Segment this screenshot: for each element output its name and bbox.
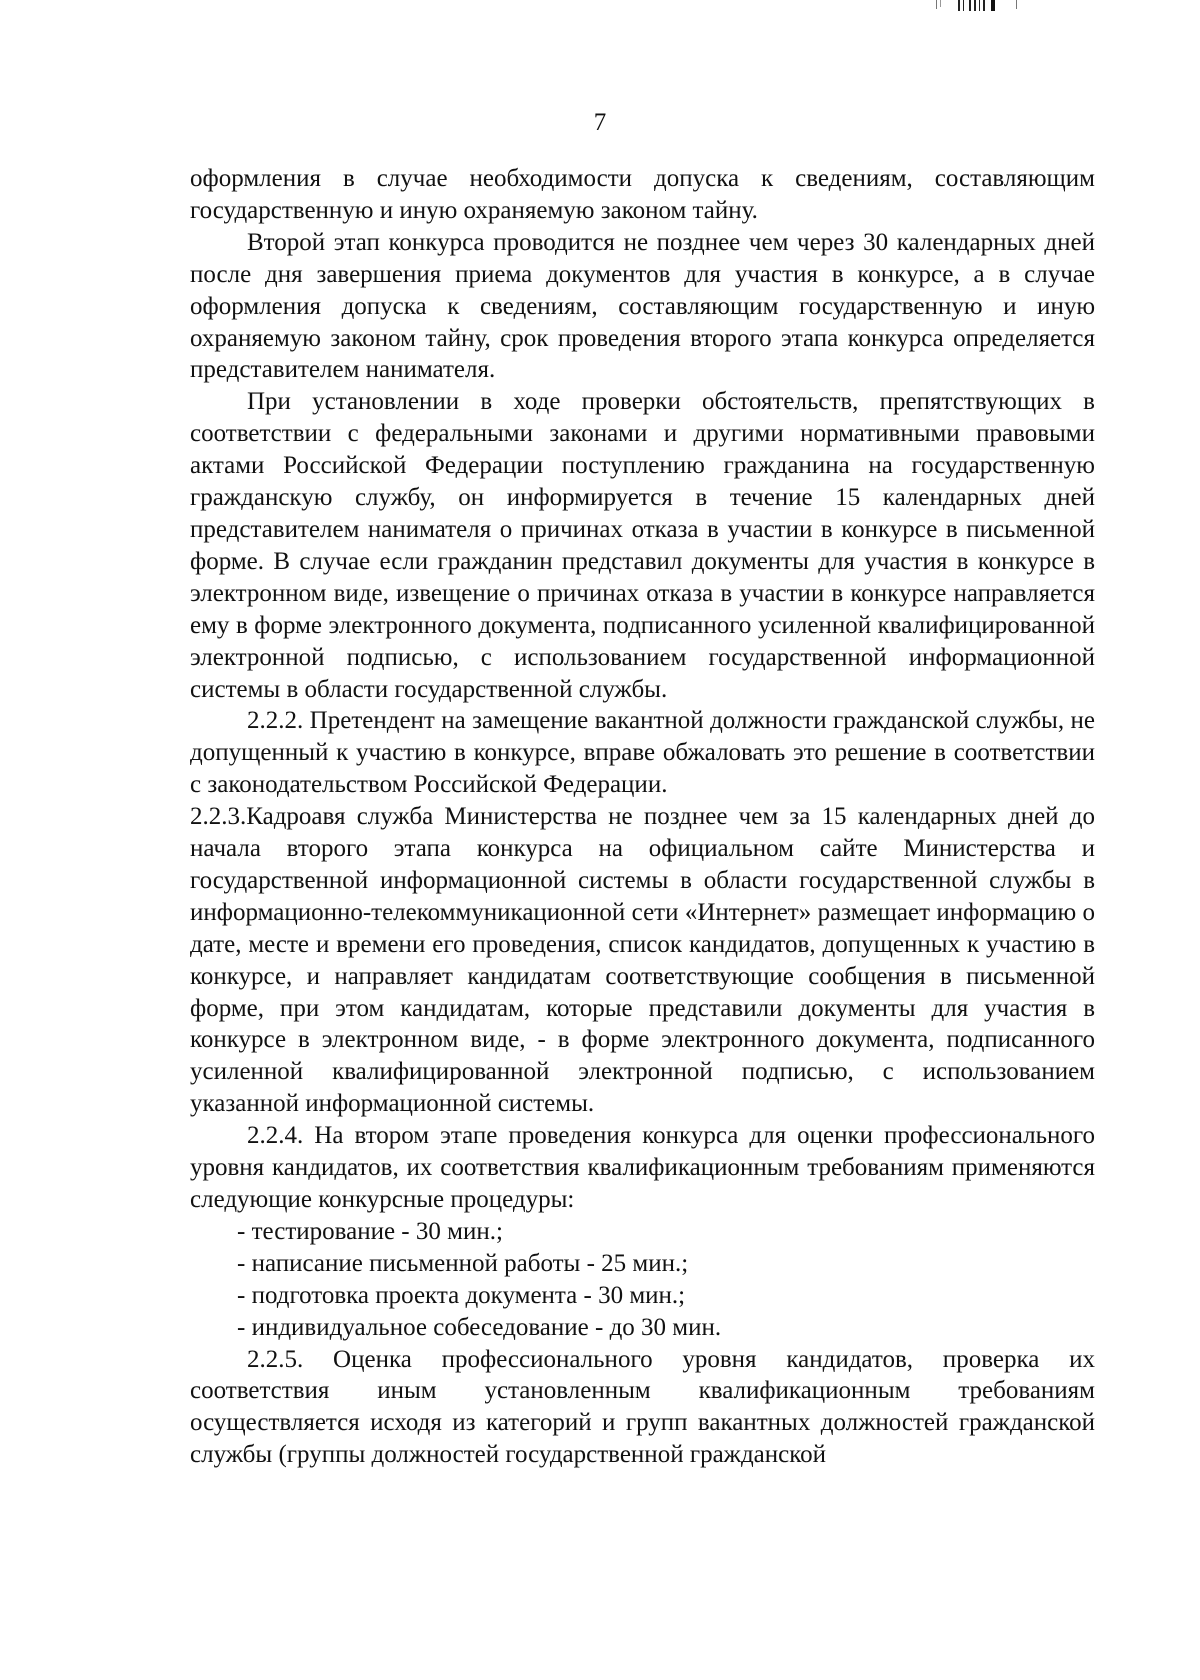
paragraph-refusal-notice: При установлении в ходе проверки обстоятельств, препятствующих в соответствии с федеральными законами и другими нормативными правовыми актами Российской Федерации поступлению гражданина на государственную гражданскую службу, он информируется в течение 15 календарных дней представителем нанимателя о причинах отказа в участии в конкурсе в письменной форме. В случае если гражданин представил документы для участия в конкурсе в электронном виде, извещение о причинах отказа в участии в конкурсе направляется ему в форме электронного документа, подписанного усиленной квалифицированной электронной подписью, с использованием государственной информационной системы в области государственной службы.	[190, 388, 1095, 703]
paragraph-2-2-5: 2.2.5. Оценка профессионального уровня кандидатов, проверка их соответствия иным установленным квалификационным требованиям осуществляется исходя из категорий и групп вакантных должностей гражданской службы (группы должностей государственной гражданской	[190, 1345, 1095, 1469]
list-item-written-work: - написание письменной работы - 25 мин.;	[237, 1249, 689, 1277]
paragraph-2-2-3: 2.2.3.Кадроавя служба Министерства не позднее чем за 15 календарных дней до начала второго этапа конкурса на официальном сайте Министерства и государственной информационной системы в области государственной службы в информационно-телекоммуникационной сети «Интернет» размещает информацию о дате, месте и времени его проведения, список кандидатов, допущенных к участию в конкурсе, и направляет кандидатам соответствующие сообщения в письменной форме, при этом кандидатам, которые представили документы для участия в конкурсе в электронном виде, - в форме электронного документа, подписанного усиленной квалифицированной электронной подписью, с использованием указанной информационной системы.	[190, 803, 1095, 1118]
scan-barcode-marks	[936, 0, 1076, 12]
paragraph-continuation: оформления в случае необходимости допуска к сведениям, составляющим государственную и иную охраняемую законом тайну.	[190, 165, 1095, 224]
list-item-draft-document: - подготовка проекта документа - 30 мин.;	[237, 1281, 686, 1309]
list-item-interview: - индивидуальное собеседование - до 30 мин.	[237, 1313, 722, 1341]
document-body	[190, 163, 1095, 1471]
page-number: 7	[593, 109, 607, 136]
paragraph-second-stage: Второй этап конкурса проводится не позднее чем через 30 календарных дней после дня завершения приема документов для участия в конкурсе, а в случае оформления допуска к сведениям, составляющим государственную и иную охраняемую законом тайну, срок проведения второго этапа конкурса определяется представителем нанимателя.	[190, 228, 1095, 384]
list-item-testing: - тестирование - 30 мин.;	[237, 1217, 503, 1245]
paragraph-2-2-4: 2.2.4. На втором этапе проведения конкурса для оценки профессионального уровня кандидатов, их соответствия квалификационным требованиям применяются следующие конкурсные процедуры:	[190, 1122, 1095, 1213]
paragraph-2-2-2: 2.2.2. Претендент на замещение вакантной должности гражданской службы, не допущенный к участию в конкурсе, вправе обжаловать это решение в соответствии с законодательством Российской Федерации.	[190, 707, 1095, 799]
